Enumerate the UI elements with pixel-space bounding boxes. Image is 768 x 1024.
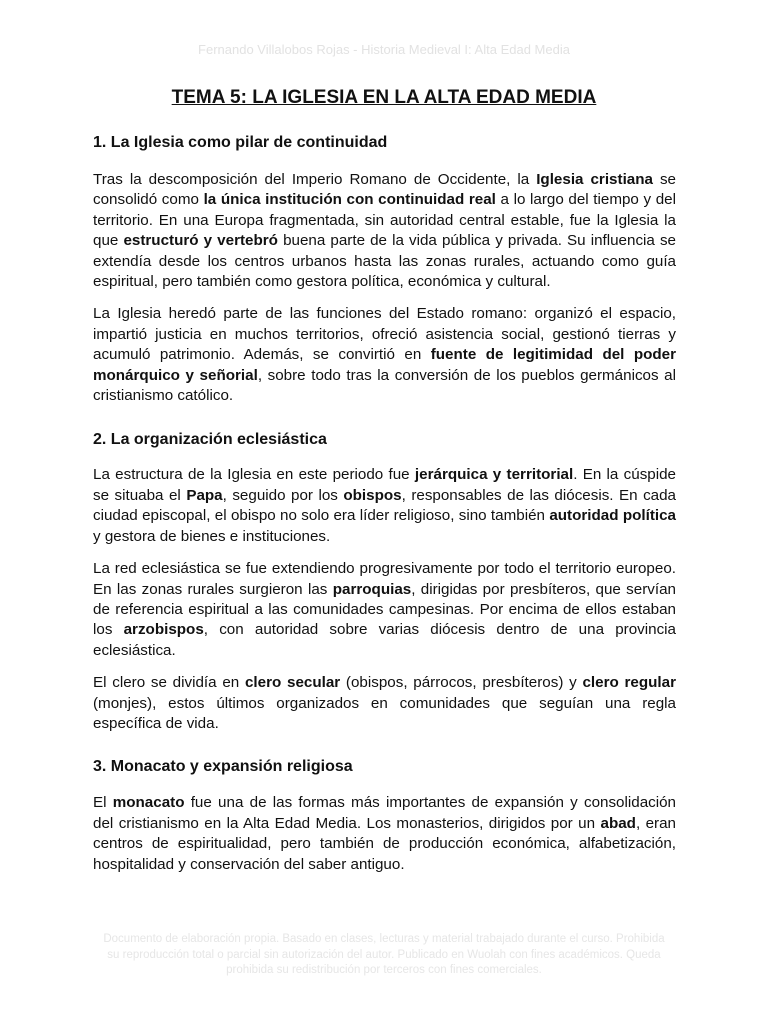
emphasis-text: Papa [186, 486, 223, 504]
emphasis-text: la única institución con continuidad real [203, 191, 496, 209]
footer-disclaimer-watermark: Documento de elaboración propia. Basado en clases, lecturas y material trabajado durante el curso. Prohibida su reproducción total o parcial sin autorización del autor. Publicado en Wuolah con fines académicos. Queda prohibida su redistribución por terceros con fines comerciales. [103, 933, 665, 976]
section-2-paragraph-2: La red eclesiástica se fue extendiendo progresivamente por todo el territorio europeo. En las zonas rurales surgieron las parroquias, dirigidas por presbíteros, que servían de referencia espiritual a las comunidades campesinas. Por encima de ellos estaban los arzobispos, con autoridad sobre varias diócesis dentro de una provincia eclesiástica. [93, 560, 676, 659]
emphasis-text: Iglesia cristiana [536, 171, 653, 188]
emphasis-text: clero regular [582, 674, 676, 692]
emphasis-text: monacato [112, 794, 185, 812]
emphasis-text: parroquias [332, 580, 412, 598]
emphasis-text: fuente de legitimidad del poder monárquico y señorial [93, 346, 677, 384]
section-1-heading: 1. La Iglesia como pilar de continuidad [93, 134, 388, 151]
emphasis-text: arzobispos [123, 621, 204, 639]
page-header-watermark: Fernando Villalobos Rojas - Historia Medieval I: Alta Edad Media [198, 42, 570, 57]
section-2-paragraph-1: La estructura de la Iglesia en este periodo fue jerárquica y territorial. En la cúspide se situaba el Papa, seguido por los obispos, responsables de las diócesis. En cada ciudad episcopal, el obispo no solo era líder religioso, sino también autoridad política y gestora de bienes e instituciones. [93, 466, 677, 545]
section-3-paragraph-1: El monacato fue una de las formas más importantes de expansión y consolidación del cristianismo en la Alta Edad Media. Los monasterios, dirigidos por un abad, eran centros de espiritualidad, pero también de producción económica, alfabetización, hospitalidad y conservación del saber antiguo. [93, 794, 677, 873]
emphasis-text: estructuró y vertebró [123, 232, 278, 250]
section-3-heading: 3. Monacato y expansión religiosa [93, 758, 353, 776]
emphasis-text: autoridad política [549, 507, 676, 525]
section-2-paragraph-3: El clero se dividía en clero secular (obispos, párrocos, presbíteros) y clero regular (monjes), estos últimos organizados en comunidades que seguían una regla específica de vida. [93, 674, 676, 732]
section-2-heading: 2. La organización eclesiástica [93, 431, 327, 449]
emphasis-text: clero secular [244, 674, 341, 692]
emphasis-text: abad [600, 814, 636, 832]
section-1-paragraph-2: La Iglesia heredó parte de las funciones del Estado romano: organizó el espacio, impartió justicia en muchos territorios, ofreció asistencia social, gestionó tierras y acumuló patrimonio. Además, se convirtió en fuente de legitimidad del poder monárquico y señorial, sobre todo tras la conversión de los pueblos germánicos al cristianismo católico. [93, 305, 677, 405]
document-title: TEMA 5: LA IGLESIA EN LA ALTA EDAD MEDIA [171, 87, 597, 108]
emphasis-text: obispos [343, 486, 402, 504]
section-1-paragraph-1: Tras la descomposición del Imperio Romano de Occidente, la Iglesia cristiana se consolidó como la única institución con continuidad real a lo largo del tiempo y del territorio. En una Europa fragmentada, sin autoridad central estable, fue la Iglesia la que estructuró y vertebró buena parte de la vida pública y privada. Su influencia se extendía desde los centros urbanos hasta las zonas rurales, actuando como guía espiritual, pero también como gestora política, económica y cultural. [93, 171, 676, 291]
document-body [93, 132, 676, 875]
emphasis-text: jerárquica y territorial [414, 466, 574, 484]
